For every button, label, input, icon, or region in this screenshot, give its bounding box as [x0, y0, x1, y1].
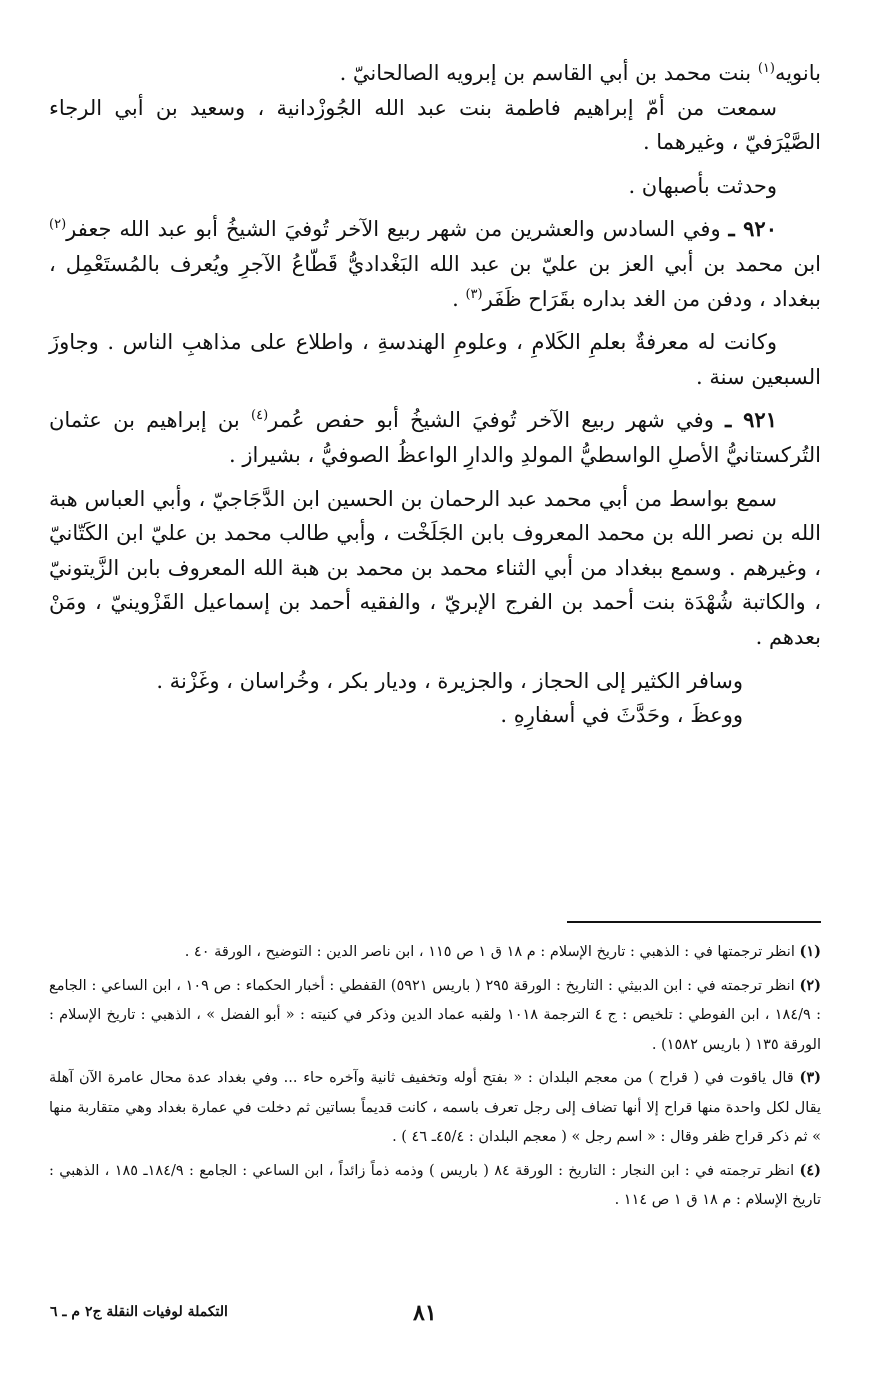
paragraph-8: وسافر الكثير إلى الحجاز ، والجزيرة ، وديار بكر ، وخُراسان ، وغَزْنة .: [156, 668, 743, 693]
footnote-ref-4[interactable]: (٤): [251, 408, 269, 424]
footnote-2: [49, 971, 821, 1061]
running-title: التكملة لوفيات النقلة ج٢ م ـ ٦: [50, 1304, 228, 1320]
footnote-2-number: (٢): [799, 976, 821, 994]
entry-920: [49, 212, 821, 316]
paragraph-1-rest: بنت محمد بن أبي القاسم بن إبرويه الصالحانيّ .: [339, 61, 758, 85]
footnote-ref-3[interactable]: (٣): [465, 286, 483, 302]
page-number: ٨١: [413, 1300, 437, 1326]
paragraph-7: سمع بواسط من أبي محمد عبد الرحمان بن الحسين ابن الدَّجَاجيّ ، وأبي العباس هبة الله بن نصر الله بن محمد المعروف بابن الجَلَخْت ، وأبي طالب محمد بن عليّ ابن الكَتّانيّ ، وغيرهم . وسمع ببغداد من أبي الثناء محمد بن محمد بن هبة الله المعروف بابن الزَّيتونيّ ، والكاتبة شُهْدَة بنت أحمد بن الفرج الإبريّ ، والفقيه أحمد بن إسماعيل القَزْوينيّ ، ومَنْ بعدهم .: [49, 486, 821, 649]
entry-920-number: ٩٢٠ ـ: [728, 216, 777, 242]
entry-921-text-b: بن إبراهيم بن عثمان التُركستانيُّ الأصلِ الواسطيُّ المولدِ والدارِ الواعظُ الصوفيُّ ، بشيراز .: [49, 408, 821, 467]
entry-921: [49, 403, 821, 472]
footnote-ref-1[interactable]: (١): [757, 61, 775, 76]
entry-920-text-c: .: [452, 286, 466, 311]
footnote-1-text: انظر ترجمتها في : الذهبي : تاريخ الإسلام : م ١٨ ق ١ ص ١١٥ ، ابن ناصر الدين : التوضيح ، الورقة ٤٠ .: [184, 944, 795, 960]
entry-921-number: ٩٢١ ـ: [725, 407, 777, 433]
footnote-3: [49, 1063, 821, 1153]
entry-921-text-a: وفي شهر ربيع الآخر تُوفيَ الشيخُ أبو حفص عُمر: [268, 408, 726, 433]
footnote-1: [49, 937, 821, 968]
footnote-4-text: انظر ترجمته في : ابن النجار : التاريخ : الورقة ٨٤ ( باريس ) وذمه ذماً زائداً ، ابن الساعي : الجامع : ١٨٤/٩ـ ١٨٥ ، الذهبي : تاريخ الإسلام : م ١٨ ق ١ ص ١١٤ .: [49, 1162, 821, 1208]
paragraph-3: وحدثت بأصبهان .: [628, 173, 777, 198]
footnote-4-number: (٤): [799, 1161, 822, 1179]
entry-920-text-a: وفي السادس والعشرين من شهر ربيع الآخر تُوفيَ الشيخُ أبو عبد الله جعفر: [66, 217, 729, 242]
footnotes: [49, 937, 821, 1219]
footnote-separator: [567, 921, 821, 923]
footnote-2-text: انظر ترجمته في : ابن الدبيثي : التاريخ : الورقة ٢٩٥ ( باريس ٥٩٢١) القفطي : أخبار الحكماء : ص ١٠٩ ، ابن الساعي : الجامع : ١٨٤/٩ ، ابن الفوطي : تلخيص : ج ٤ الترجمة ١٠١٨ ولقبه عماد الدين وذكر في كنيته : « أبو الفضل » ، الذهبي : تاريخ الإسلام : الورقة ١٣٥ ( باريس ١٥٨٢) .: [49, 977, 821, 1053]
paragraph-1-text: بانويه: [774, 61, 821, 85]
paragraph-9: ووعظَ ، وحَدَّثَ في أسفارِهِ .: [500, 703, 743, 728]
entry-920-text-b: ابن محمد بن أبي العز بن عليّ بن عبد الله البَغْداديُّ قَطّاعُ الآجرِ ويُعرف بالمُستَعْمِل ، ببغداد ، ودفن من الغد بداره بقَرَاح ظَفَر: [49, 251, 821, 311]
footnote-3-text: قال ياقوت في ( قراح ) من معجم البلدان : « بفتح أوله وتخفيف ثانية وآخره حاء ... وفي بغداد عدة محال عامرة الآن آهلة يقال لكل واحدة منها قراح إلا أنها تضاف إلى رجل تعرف باسمه ، كانت قديماً بساتين ثم دخلت في عمارة بغداد وهي متقاربة منها » ثم ذكر قراح ظفر وقال : « اسم رجل » ( معجم البلدان : ٤٥/٤ـ ٤٦ ) .: [49, 1070, 821, 1145]
footnote-1-number: (١): [799, 943, 821, 960]
footnote-4: [49, 1156, 821, 1216]
footnote-ref-2[interactable]: (٢): [49, 217, 67, 233]
paragraph-1: [49, 56, 821, 91]
main-text: [49, 56, 821, 742]
paragraph-5: وكانت له معرفةٌ بعلمِ الكَلامِ ، وعلومِ الهندسةِ ، واطلاع على مذاهبِ الناس . وجاوزَ السبعين سنة .: [49, 330, 821, 389]
paragraph-2: سمعت من أمّ إبراهيم فاطمة بنت عبد الله الجُوزْدانية ، وسعيد بن أبي الرجاء الصَّيْرَفيّ ، وغيرهما .: [49, 95, 821, 155]
page-footer: [0, 1300, 873, 1340]
footnote-3-number: (٣): [799, 1069, 821, 1086]
